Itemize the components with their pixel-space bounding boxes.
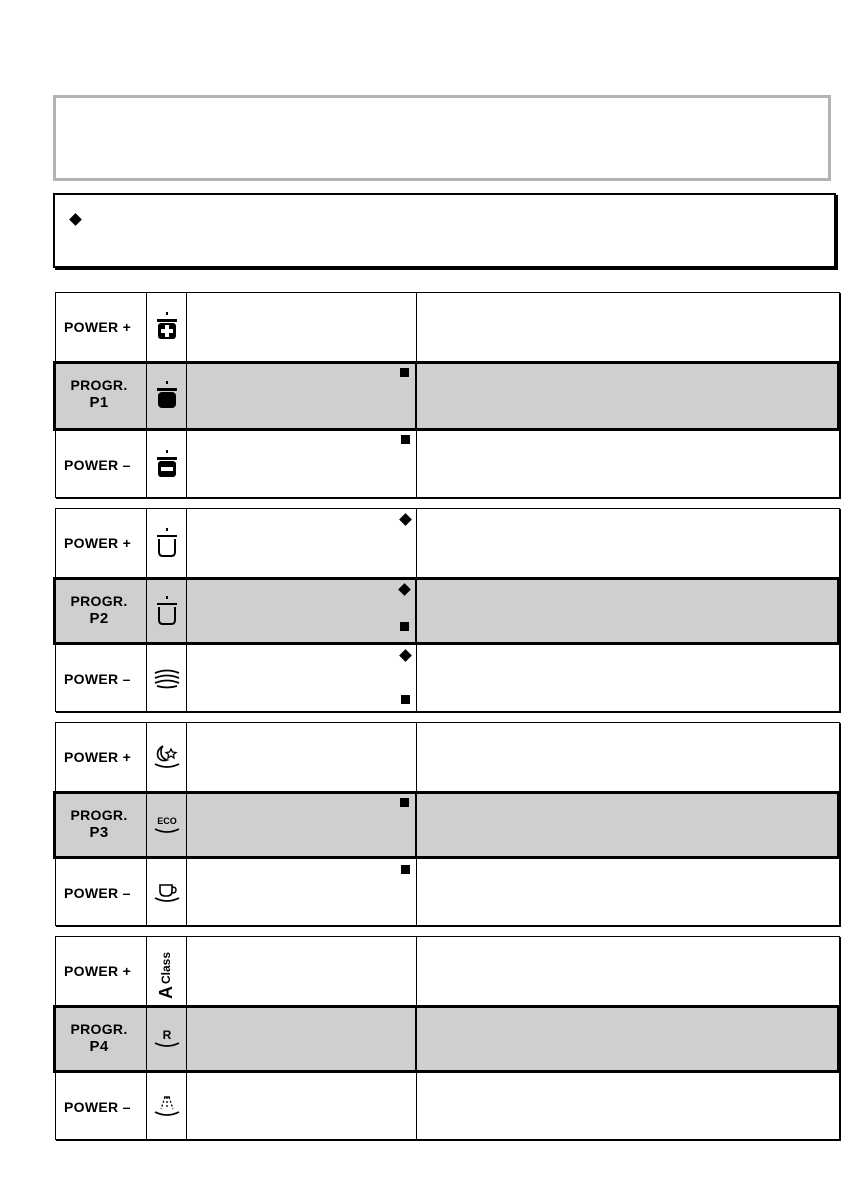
power-plus-label: POWER + <box>64 535 132 551</box>
table-row <box>56 509 839 577</box>
table-row <box>53 1005 840 1073</box>
setting-cell <box>187 1008 417 1070</box>
setting-cell <box>187 859 417 927</box>
icon-cell <box>146 580 187 642</box>
svg-text:ECO: ECO <box>156 816 177 826</box>
power-minus-label: POWER – <box>64 885 131 901</box>
icon-cell <box>146 364 187 428</box>
note-box <box>53 193 836 268</box>
header-box <box>53 95 831 181</box>
power-minus-label: POWER – <box>64 457 131 473</box>
description-cell <box>417 293 839 361</box>
button-cell <box>56 1008 146 1070</box>
description-cell <box>417 1073 839 1141</box>
diamond-marker-icon <box>69 213 82 226</box>
button-cell <box>56 937 146 1005</box>
table-row <box>56 645 839 713</box>
square-marker-icon <box>401 435 410 444</box>
button-cell <box>56 645 146 713</box>
icon-cell <box>146 937 187 1005</box>
diamond-marker-icon <box>399 513 412 526</box>
program-p1-label: PROGR. P1 <box>70 377 128 411</box>
table-row <box>56 1073 839 1141</box>
program-group-1 <box>55 292 840 498</box>
power-minus-label: POWER – <box>64 1099 131 1115</box>
setting-cell <box>187 723 417 791</box>
table-row <box>56 431 839 499</box>
table-row <box>53 577 840 645</box>
night-icon <box>153 744 181 770</box>
icon-cell <box>146 509 187 577</box>
icon-cell <box>146 431 187 499</box>
button-cell <box>56 723 146 791</box>
icon-cell <box>146 794 187 856</box>
setting-cell <box>187 580 417 642</box>
setting-cell <box>187 1073 417 1141</box>
icon-cell <box>146 645 187 713</box>
description-cell <box>417 509 839 577</box>
square-marker-icon <box>400 368 409 377</box>
program-group-3 <box>55 722 840 926</box>
pot-minus-icon <box>155 450 179 480</box>
svg-text:Class: Class <box>158 951 173 984</box>
table-row <box>56 723 839 791</box>
program-p3-label: PROGR. P3 <box>70 807 128 841</box>
a-class-icon <box>156 941 178 1001</box>
pot-plus-icon <box>155 312 179 342</box>
program-group-4 <box>55 936 840 1140</box>
button-cell <box>56 1073 146 1141</box>
waves-icon <box>154 669 180 689</box>
table-row <box>53 361 840 431</box>
power-plus-label: POWER + <box>64 963 132 979</box>
square-marker-icon <box>401 695 410 704</box>
svg-text:R: R <box>162 1028 171 1042</box>
pot-filled-icon <box>155 381 179 411</box>
diamond-marker-icon <box>398 583 411 596</box>
square-marker-icon <box>400 622 409 631</box>
table-row <box>56 859 839 927</box>
icon-cell <box>146 293 187 361</box>
button-cell <box>56 293 146 361</box>
square-marker-icon <box>400 798 409 807</box>
icon-cell <box>146 859 187 927</box>
icon-cell <box>146 1073 187 1141</box>
program-p2-label: PROGR. P2 <box>70 593 128 627</box>
description-cell <box>417 937 839 1005</box>
table-row <box>53 791 840 859</box>
description-cell <box>417 580 837 642</box>
power-plus-label: POWER + <box>64 749 132 765</box>
button-cell <box>56 580 146 642</box>
button-cell <box>56 509 146 577</box>
program-group-2 <box>55 508 840 712</box>
description-cell <box>417 364 837 428</box>
spray-icon <box>153 1094 181 1120</box>
rinse-icon <box>153 1027 181 1051</box>
setting-cell <box>187 293 417 361</box>
setting-cell <box>187 645 417 713</box>
power-plus-label: POWER + <box>64 319 132 335</box>
power-minus-label: POWER – <box>64 671 131 687</box>
setting-cell <box>187 937 417 1005</box>
button-cell <box>56 794 146 856</box>
description-cell <box>417 723 839 791</box>
setting-cell <box>187 431 417 499</box>
pot-outline-icon <box>155 528 179 558</box>
square-marker-icon <box>401 865 410 874</box>
description-cell <box>417 645 839 713</box>
icon-cell <box>146 723 187 791</box>
table-row <box>56 293 839 361</box>
table-row <box>56 937 839 1005</box>
button-cell <box>56 364 146 428</box>
description-cell <box>417 431 839 499</box>
setting-cell <box>187 794 417 856</box>
description-cell <box>417 859 839 927</box>
svg-text:A: A <box>155 986 176 999</box>
button-cell <box>56 859 146 927</box>
icon-cell <box>146 1008 187 1070</box>
button-cell <box>56 431 146 499</box>
description-cell <box>417 794 837 856</box>
setting-cell <box>187 364 417 428</box>
pot-outline-icon <box>155 596 179 626</box>
cup-icon <box>153 882 181 904</box>
diamond-marker-icon <box>399 649 412 662</box>
setting-cell <box>187 509 417 577</box>
description-cell <box>417 1008 837 1070</box>
program-p4-label: PROGR. P4 <box>70 1021 128 1055</box>
eco-icon <box>153 813 181 837</box>
